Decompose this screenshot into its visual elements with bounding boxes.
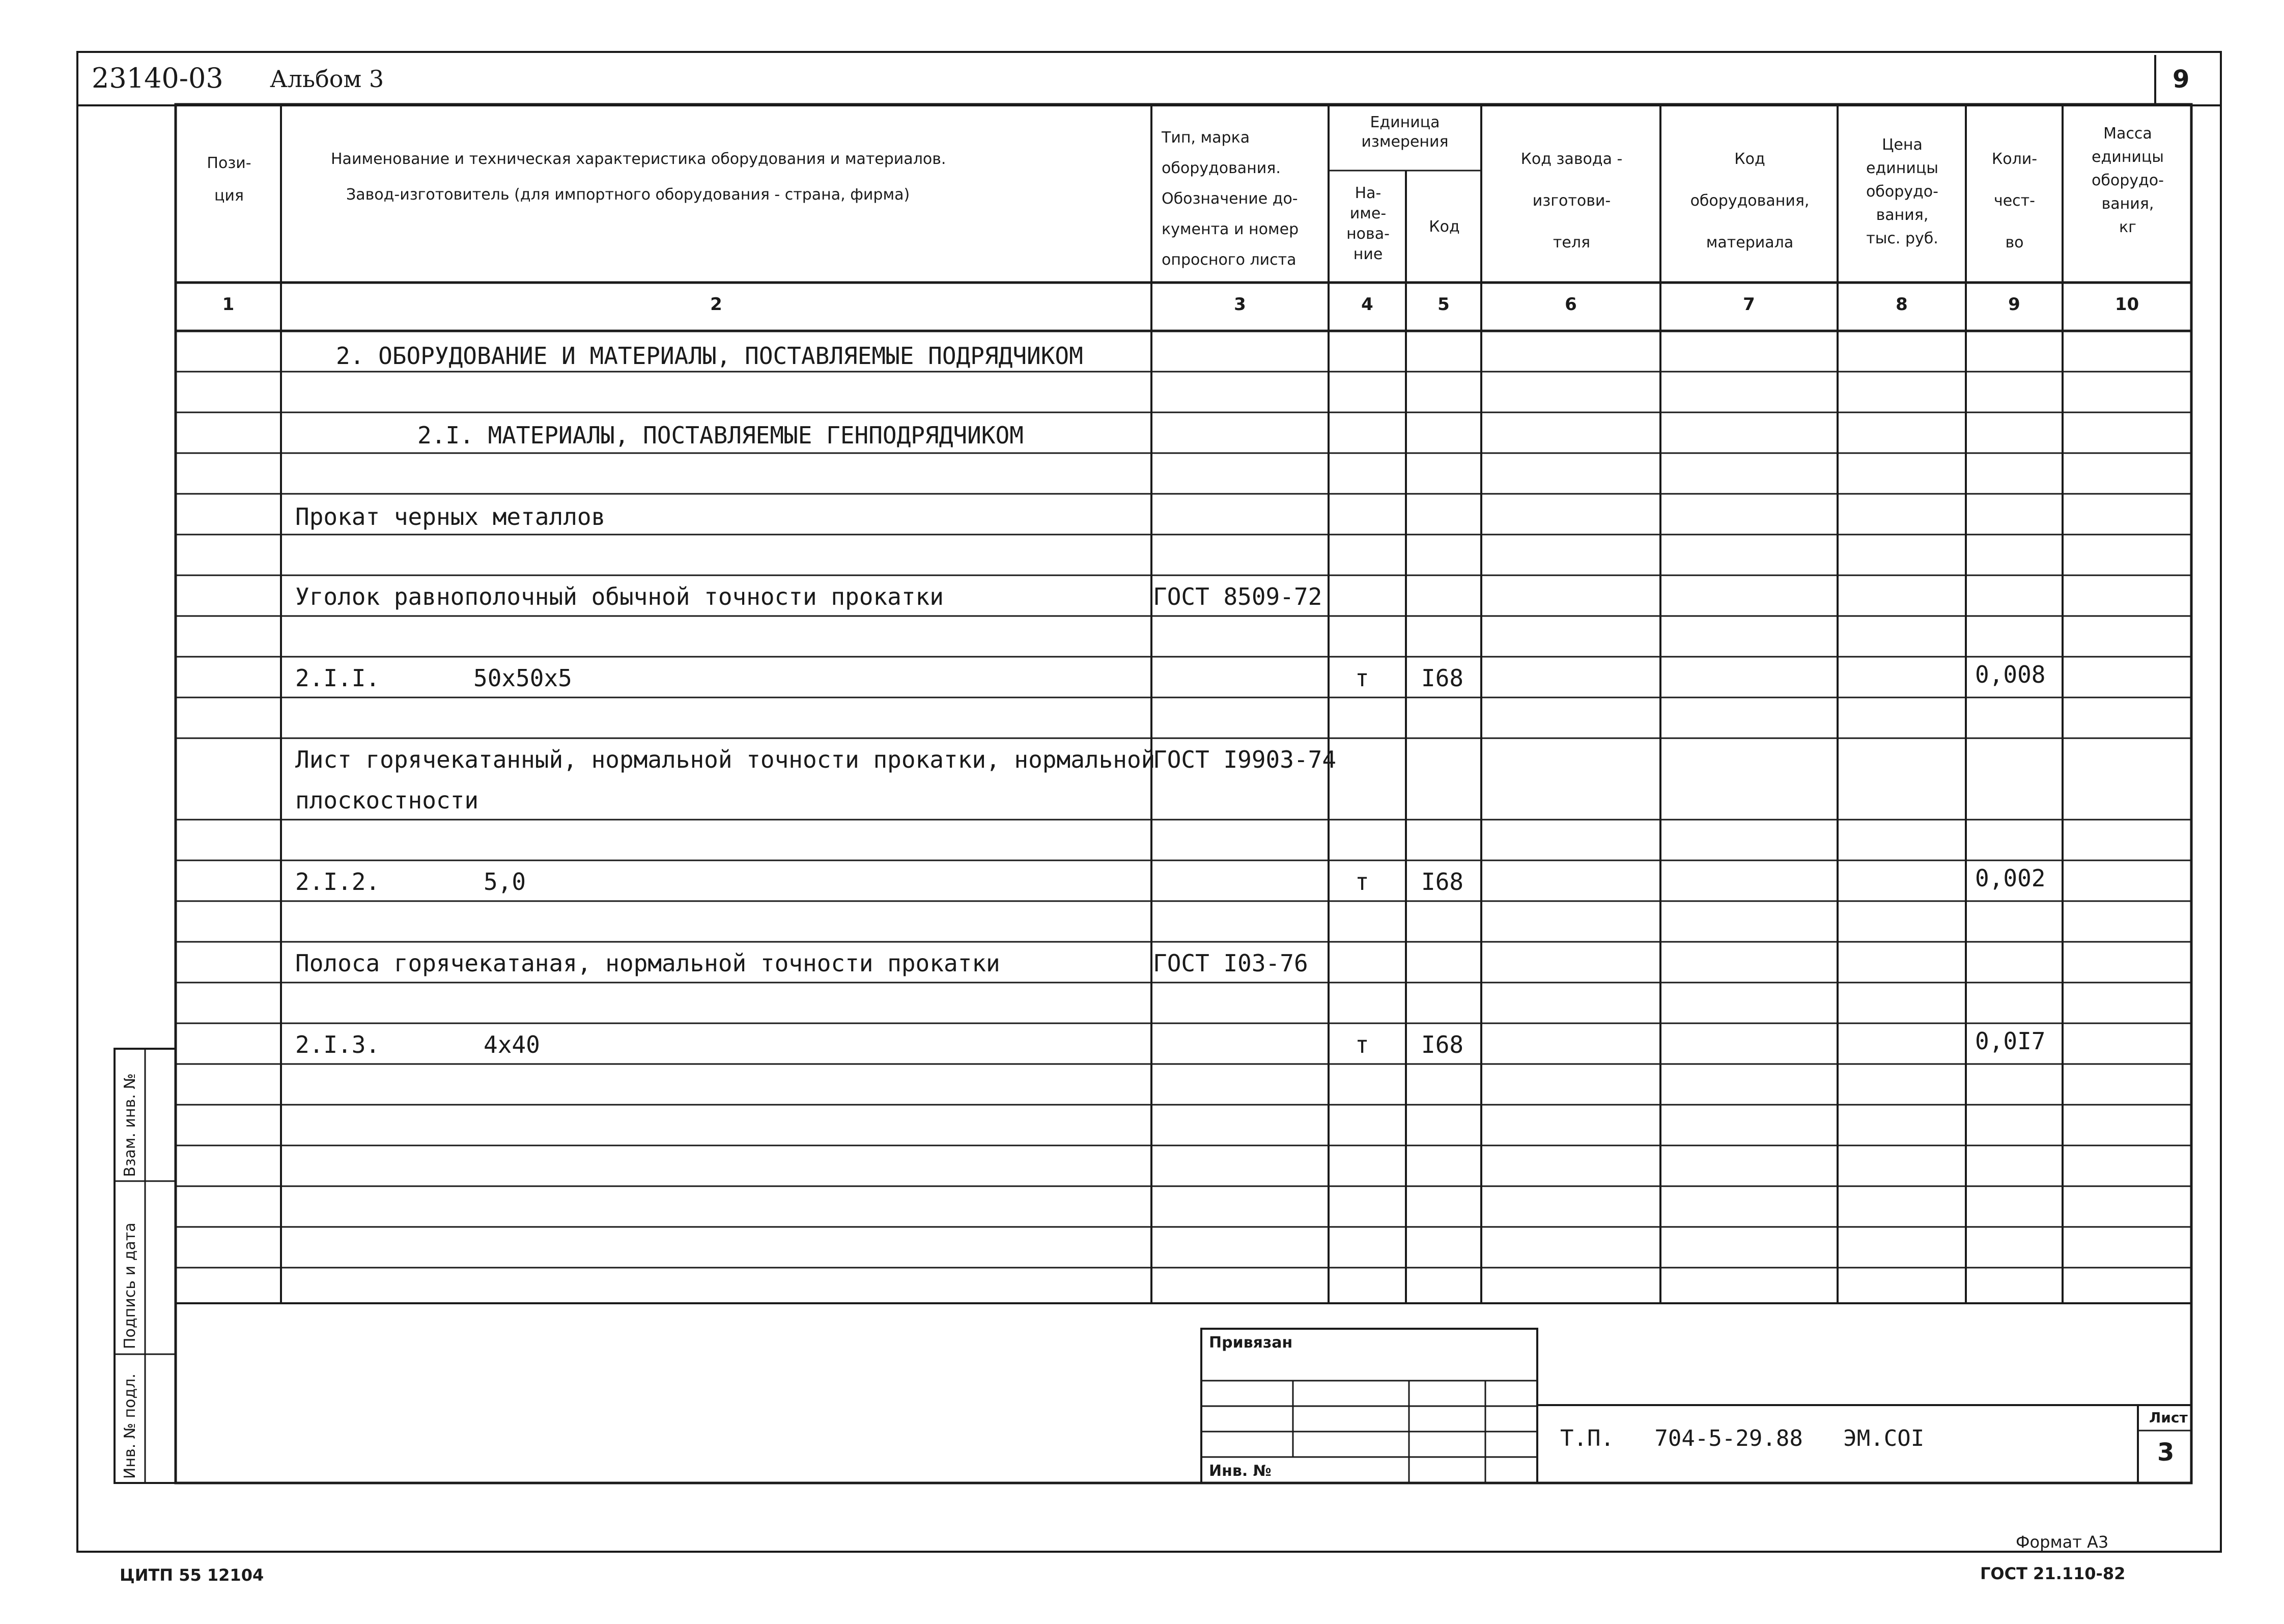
row-2-1-2-unit: т xyxy=(1355,868,1369,895)
item-strip-type: ГОСТ I03-76 xyxy=(1153,949,1308,977)
row-2-1-1-qty: 0,008 xyxy=(1975,661,2046,688)
side-label-replacement-inv: Взам. инв. № xyxy=(121,1073,139,1177)
row-2-1-3-unit: т xyxy=(1355,1031,1369,1058)
doc-code: 23140-03 xyxy=(92,62,223,94)
stamp-sheet-number: 3 xyxy=(2157,1438,2175,1467)
colnum-10: 10 xyxy=(2114,294,2139,315)
section-heading-2: 2. ОБОРУДОВАНИЕ И МАТЕРИАЛЫ, ПОСТАВЛЯЕМЫЕ ПОДРЯДЧИКОМ xyxy=(336,342,1083,370)
header-type: Тип, марка оборудования. Обозначение до- кумента и номер опросного листа xyxy=(1162,129,1299,269)
colnum-6: 6 xyxy=(1565,294,1577,315)
page-number: 9 xyxy=(2173,65,2190,94)
colnum-3: 3 xyxy=(1234,294,1246,315)
footer-gost: ГОСТ 21.110-82 xyxy=(1980,1564,2126,1583)
album-label: Альбом 3 xyxy=(270,65,384,93)
side-label-signature-date: Подпись и дата xyxy=(121,1222,139,1349)
colnum-8: 8 xyxy=(1896,294,1908,315)
header-position: Пози- ция xyxy=(207,154,251,205)
footer-left-code: ЦИТП 55 12104 xyxy=(120,1565,264,1585)
header-unit-code: Код xyxy=(1429,218,1460,236)
item-strip-name: Полоса горячекатаная, нормальной точности прокатки xyxy=(295,949,1000,977)
header-mass: Масса единицы оборудо- вания, кг xyxy=(2092,125,2164,236)
stamp-attached-label: Привязан xyxy=(1209,1334,1293,1352)
colnum-1: 1 xyxy=(222,294,235,315)
row-2-1-1-size: 50x50x5 xyxy=(473,664,572,692)
item-angle-name: Уголок равнополочный обычной точности прокатки xyxy=(295,583,944,610)
colnum-7: 7 xyxy=(1743,294,1755,315)
row-2-1-3-position: 2.I.3. xyxy=(295,1031,380,1058)
header-unit-group: Единица измерения xyxy=(1361,114,1449,151)
stamp-designation: Т.П. 704-5-29.88 ЭМ.СОI xyxy=(1560,1425,1925,1451)
item-sheet-name: Лист горячекатанный, нормальной точности прокатки, нормальной xyxy=(295,746,1155,773)
side-label-inv-original: Инв. № подл. xyxy=(121,1374,139,1479)
row-2-1-3-qty: 0,0I7 xyxy=(1975,1027,2046,1055)
stamp-sheet-label: Лист xyxy=(2149,1409,2188,1426)
header-quantity: Коли- чест- во xyxy=(1991,150,2038,251)
colnum-9: 9 xyxy=(2008,294,2020,315)
row-2-1-2-qty: 0,002 xyxy=(1975,864,2046,892)
colnum-5: 5 xyxy=(1437,294,1450,315)
colnum-2: 2 xyxy=(710,294,722,315)
header-price: Цена единицы оборудо- вания, тыс. руб. xyxy=(1866,136,1938,247)
header-unit-name: На- име- нова- ние xyxy=(1346,184,1390,263)
header-name: Наименование и техническая характеристика оборудования и материалов. Завод-изготовитель (для импортного оборудования - страна, фирма) xyxy=(331,150,946,204)
item-angle-type: ГОСТ 8509-72 xyxy=(1153,583,1322,610)
colnum-4: 4 xyxy=(1361,294,1373,315)
section-heading-2-1: 2.I. МАТЕРИАЛЫ, ПОСТАВЛЯЕМЫЕ ГЕНПОДРЯДЧИКОМ xyxy=(417,422,1024,449)
group-heading-rolled-steel: Прокат черных металлов xyxy=(295,503,606,530)
header-equipment-code: Код оборудования, материала xyxy=(1690,150,1810,251)
row-2-1-2-code: I68 xyxy=(1421,868,1464,895)
row-2-1-1-unit: т xyxy=(1355,664,1369,692)
row-2-1-3-size: 4x40 xyxy=(484,1031,540,1058)
stamp-inv-label: Инв. № xyxy=(1209,1462,1272,1480)
row-2-1-3-code: I68 xyxy=(1421,1031,1464,1058)
row-2-1-1-code: I68 xyxy=(1421,664,1464,692)
row-2-1-2-position: 2.I.2. xyxy=(295,868,380,895)
item-sheet-type: ГОСТ I9903-74 xyxy=(1153,746,1337,773)
header-factory-code: Код завода - изготови- теля xyxy=(1520,150,1623,251)
footer-format: Формат А3 xyxy=(2016,1532,2109,1552)
row-2-1-1-position: 2.I.I. xyxy=(295,664,380,692)
row-2-1-2-size: 5,0 xyxy=(484,868,526,895)
item-sheet-name-cont: плоскостности xyxy=(295,787,479,814)
